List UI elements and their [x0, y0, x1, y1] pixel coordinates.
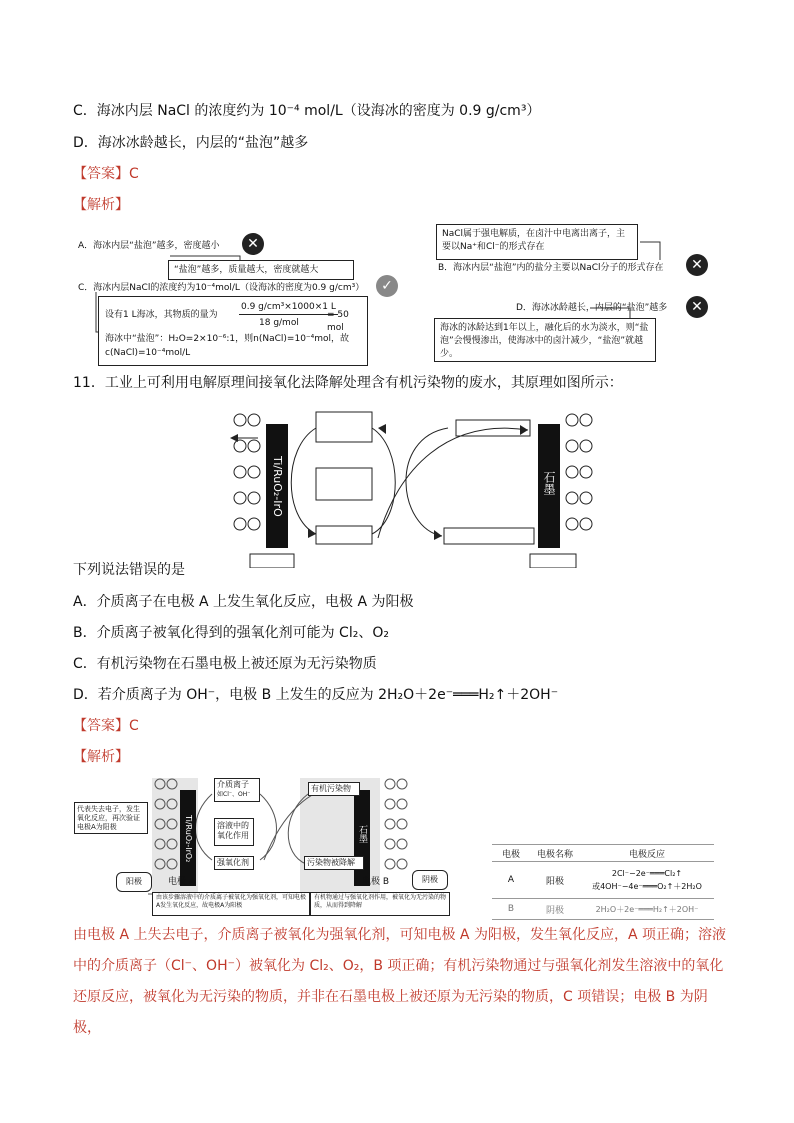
table-header [492, 844, 714, 862]
electrode-a-text: Ti/RuO₂-IrO₂ [184, 815, 193, 863]
q11-question: 下列说法错误的是 [73, 562, 185, 578]
th-electrode: 电极 [501, 849, 520, 860]
option-d-explain-box: 海冰的冰龄达到1年以上，融化后的水为淡水，则“盐泡”会慢慢渗出，使海冰中的卤汁减少，“盐泡”就越少。 [434, 318, 656, 362]
option-d-label: D．海冰冰龄越长，内层的“盐泡”越多 [516, 303, 668, 313]
q11-electrolysis-diagram [228, 408, 600, 568]
cathode-badge: 阴极 [412, 870, 448, 890]
calc-line2: 海冰中“盐泡”：H₂O=2×10⁻⁶:1，则n(NaCl)=10⁻⁴mol，故 [105, 334, 350, 344]
electrode-a-label: Ti/RuO₂-IrO [271, 455, 284, 517]
option-c-label: C．海冰内层NaCl的浓度约为10⁻⁴mol/L（设海冰的密度为0.9 g/cm³） [78, 283, 365, 293]
table-row [492, 862, 714, 899]
table-row [492, 899, 714, 920]
option-a-label: A．海冰内层“盐泡”越多，密度越小 [78, 241, 220, 251]
answer-q11: 【答案】C [73, 718, 139, 734]
frac-result: = 50 mol [327, 310, 349, 333]
q11-option-d: D．若介质离子为 OH⁻，电极 B 上发生的反应为 2H₂O＋2e⁻═══H₂↑＋2OH⁻ [73, 687, 559, 703]
cell-electrode: A [507, 875, 515, 885]
option-b-explain-box: NaCl属于强电解质，在卤汁中电离出离子，主要以Na⁺和Cl⁻的形式存在 [436, 224, 638, 260]
wrong-icon: ✕ [242, 233, 264, 255]
analysis-heading-q11: 【解析】 [73, 749, 129, 765]
correct-icon: ✓ [376, 275, 398, 297]
cell-reaction-1: 2Cl⁻−2e⁻═══Cl₂↑ [611, 869, 683, 878]
th-name: 电极名称 [536, 849, 573, 860]
electrode-reaction-table [492, 844, 714, 920]
anode-badge: 阳极 [116, 872, 152, 892]
q11-option-a: A．介质离子在电极 A 上发生氧化反应，电极 A 为阳极 [73, 594, 414, 610]
q11-stem: 11．工业上可利用电解原理间接氧化法降解处理含有机污染物的废水，其原理如图所示： [73, 375, 623, 391]
analysis-heading-q10: 【解析】 [73, 197, 129, 213]
q11-option-c: C．有机污染物在石墨电极上被还原为无污染物质 [73, 656, 377, 672]
electrode-b-label: 石墨 [542, 471, 556, 495]
note-left: 代表失去电子，发生氧化反应，再次验证电极A为阳极 [74, 802, 148, 834]
calc-line1: 设有1 L海冰，其物质的量为 [105, 310, 218, 320]
calc-line3: c(NaCl)=10⁻⁴mol/L [105, 348, 191, 358]
cell-name: 阳极 [545, 876, 564, 887]
q11-explanation: 由电极 A 上失去电子，介质离子被氧化为强氧化剂，可知电极 A 为阳极，发生氧化反应，A 项正确；溶液中的介质离子（Cl⁻、OH⁻）被氧化为 Cl₂、O₂，B 项正确；有机污染物通过与强氧化剂发生溶液中的氧化还原反应，被氧化为无污染的物质，并非在石墨电极上被还原为无污染的物质，C 项错误；电极 B 为阴极， [73, 927, 726, 1036]
q11-option-b: B．介质离子被氧化得到的强氧化剂可能为 Cl₂、O₂ [73, 625, 389, 641]
q11-analysis-figure [72, 774, 722, 920]
option-c-explain-box [98, 296, 368, 366]
electrode-b-caption: 电极 B [362, 877, 390, 887]
th-reaction: 电极反应 [628, 849, 665, 860]
q10-analysis-figure [70, 222, 720, 368]
medium-ion-text: 介质离子 [217, 780, 249, 789]
oxidation-box: 溶液中的氧化作用 [214, 818, 254, 846]
option-d: D．海冰冰龄越长，内层的“盐泡”越多 [73, 135, 309, 151]
cell-reaction-2: 或4OH⁻−4e⁻═══O₂↑＋2H₂O [592, 882, 702, 891]
strong-oxidant-box: 强氧化剂 [214, 856, 254, 870]
degraded-box: 污染物被降解 [304, 856, 364, 870]
note-electrode-a: 由该步骤溶液中的介质离子被氧化为强氧化剂，可知电极A发生氧化反应，故电极A为阳极 [152, 892, 310, 916]
cell-reaction: 2H₂O＋2e⁻═══H₂↑＋2OH⁻ [595, 904, 699, 914]
answer-q10: 【答案】C [73, 166, 139, 182]
wrong-icon: ✕ [686, 296, 708, 318]
frac-denominator: 18 g/mol [259, 318, 299, 328]
note-electrode-b: 有机物通过与强氧化剂作用，被氧化为无污染的物质，从而得到降解 [310, 892, 450, 916]
option-a-explain-box: “盐泡”越多，质量越大，密度就越大 [168, 260, 354, 280]
option-b-label: B．海冰内层“盐泡”内的盐分主要以NaCl分子的形式存在 [438, 263, 664, 273]
cell-name: 阴极 [545, 905, 564, 916]
graphite-text: 石墨 [357, 825, 367, 843]
electrode-a-caption: 电极 A [168, 877, 196, 887]
cell-electrode: B [507, 904, 515, 914]
frac-numerator: 0.9 g/cm³×1000×1 L [239, 301, 338, 315]
medium-ion-sub: 如Cl⁻、OH⁻ [217, 791, 251, 798]
medium-ion-box [214, 778, 260, 802]
option-c: C．海冰内层 NaCl 的浓度约为 10⁻⁴ mol/L（设海冰的密度为 0.9 g/cm³） [73, 103, 541, 119]
organic-pollutant-box: 有机污染物 [308, 782, 360, 796]
wrong-icon: ✕ [686, 254, 708, 276]
